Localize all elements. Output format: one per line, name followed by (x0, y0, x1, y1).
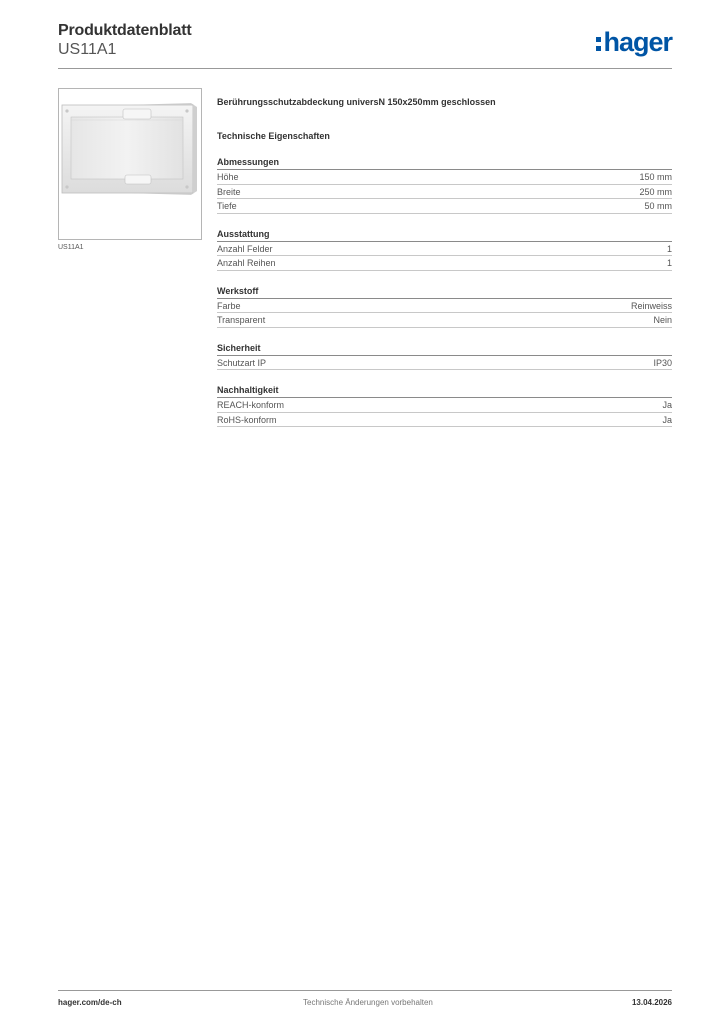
spec-section-abmessungen (217, 156, 672, 214)
document-title: Produktdatenblatt (58, 22, 192, 39)
spec-row (217, 170, 672, 185)
footer-date: 13.04.2026 (631, 998, 672, 1007)
spec-label: Tiefe (217, 201, 237, 211)
spec-label: Breite (217, 186, 241, 197)
spec-value: 50 mm (644, 201, 672, 211)
spec-value: Reinweiss (630, 300, 672, 311)
spec-row (217, 185, 672, 200)
spec-section-werkstoff (217, 285, 672, 328)
logo-text: hager (603, 26, 672, 57)
spec-row (217, 299, 672, 314)
section-title: Sicherheit (217, 342, 672, 356)
spec-row (217, 356, 672, 371)
spec-content (217, 96, 672, 427)
spec-value: 1 (666, 243, 672, 254)
spec-row (217, 256, 672, 271)
spec-label: REACH-konform (217, 400, 285, 410)
spec-label: RoHS-konform (217, 414, 277, 425)
spec-section-sicherheit (217, 342, 672, 371)
logo-colon-icon (596, 37, 601, 51)
page-header (58, 20, 672, 68)
spec-row (217, 199, 672, 214)
spec-label: Farbe (217, 300, 241, 311)
footer-note: Technische Änderungen vorbehalten (303, 998, 433, 1007)
spec-label: Anzahl Reihen (217, 258, 276, 268)
header-divider (58, 68, 672, 69)
spec-value: Ja (662, 414, 672, 425)
spec-row (217, 413, 672, 428)
spec-label: Höhe (217, 172, 239, 182)
section-title: Abmessungen (217, 156, 672, 170)
spec-value: 1 (666, 258, 672, 268)
spec-label: Schutzart IP (217, 357, 267, 368)
spec-value: IP30 (653, 357, 672, 368)
cover-panel-illustration (59, 89, 201, 239)
footer-website-link[interactable]: hager.com/de-ch (58, 998, 122, 1007)
spec-value: 250 mm (639, 186, 672, 197)
section-title: Ausstattung (217, 228, 672, 242)
product-code: US11A1 (58, 41, 117, 58)
section-title: Werkstoff (217, 285, 672, 299)
specs-heading: Technische Eigenschaften (217, 131, 330, 141)
hager-logo (596, 27, 672, 57)
spec-value: Nein (653, 315, 672, 325)
spec-value: Ja (662, 400, 672, 410)
spec-section-ausstattung (217, 228, 672, 271)
spec-row (217, 398, 672, 413)
spec-value: 150 mm (639, 172, 672, 182)
spec-label: Transparent (217, 315, 266, 325)
product-description: Berührungsschutzabdeckung universN 150x250mm geschlossen (217, 97, 496, 107)
spec-row (217, 313, 672, 328)
product-image (58, 88, 202, 240)
section-title: Nachhaltigkeit (217, 384, 672, 398)
spec-section-nachhaltigkeit (217, 384, 672, 427)
image-caption: US11A1 (58, 244, 84, 251)
spec-label: Anzahl Felder (217, 243, 273, 254)
spec-row (217, 242, 672, 257)
footer-divider (58, 990, 672, 991)
